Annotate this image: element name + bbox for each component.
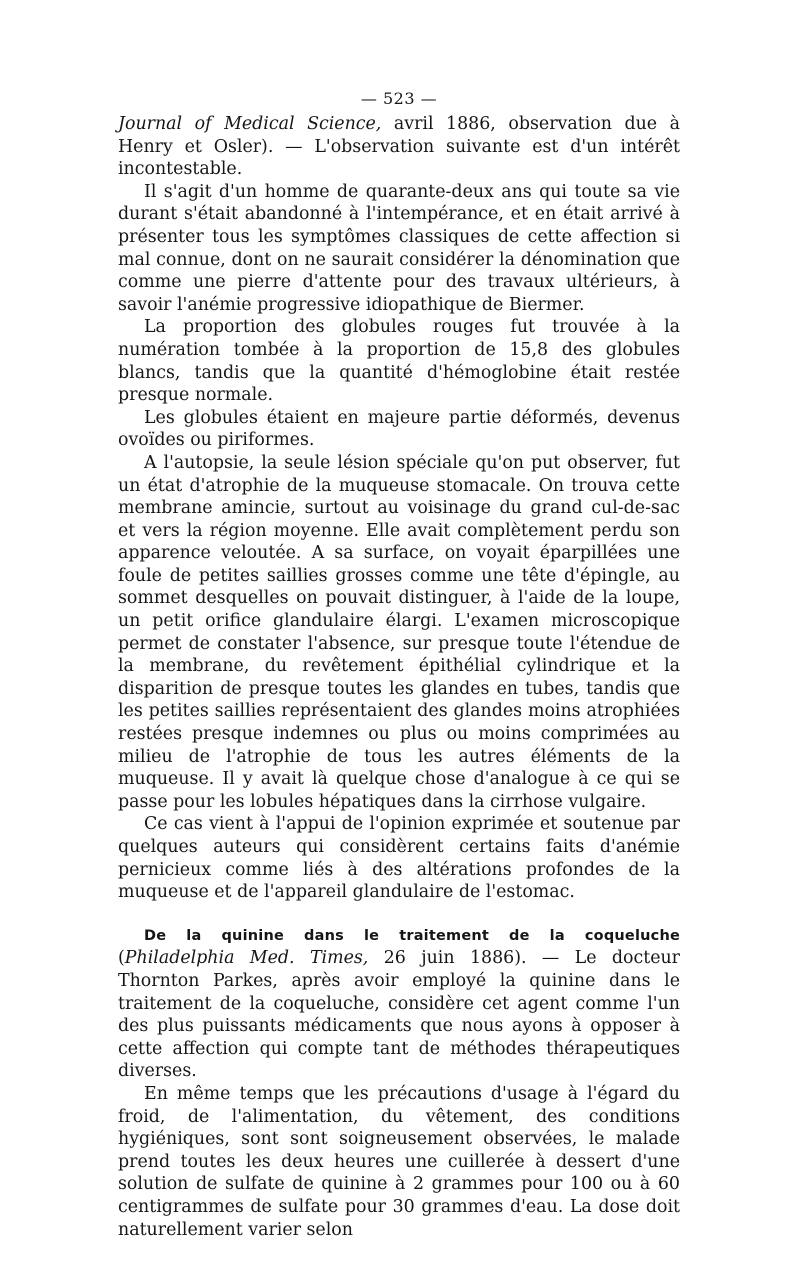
- book-page: [118, 88, 680, 1241]
- article-1-opening-text: avril 1886, observation due à Henry et Osler). — L'observation suivante est d'un intérêt incontestable.: [118, 114, 680, 180]
- section-gap: [118, 904, 680, 924]
- article-1-paragraph-5: Ce cas vient à l'appui de l'opinion exprimée et soutenue par quelques auteurs qui considèrent certains faits d'anémie pernicieux comme liés à des altérations profondes de la muqueuse et de l'appareil glandulaire de l'estomac.: [118, 814, 680, 903]
- article-2-opening-paragraph: [118, 924, 680, 1083]
- article-1-paragraph-4: A l'autopsie, la seule lésion spéciale qu'on put observer, fut un état d'atrophie de la muqueuse stomacale. On trouva cette membrane amincie, surtout au voisinage du grand cul-de-sac et vers la région moyenne. Elle avait complètement perdu son apparence veloutée. A sa surface, on voyait éparpillées une foule de petites saillies grosses comme une tête d'épingle, au sommet desquelles on pouvait distinguer, à l'aide de la loupe, un petit orifice glandulaire élargi. L'examen microscopique permet de constater l'absence, sur presque toute l'étendue de la membrane, du revêtement épithélial cylindrique et la disparition de presque toutes les glandes en tubes, tandis que les petites saillies représentaient des glandes moins atrophiées restées presque indemnes ou plus ou moins comprimées au milieu de l'atrophie de tous les autres éléments de la muqueuse. Il y avait là quelque chose d'analogue à ce qui se passe pour les lobules hépatiques dans la cirrhose vulgaire.: [118, 452, 680, 812]
- article-1-paragraph-2: La proportion des globules rouges fut trouvée à la numération tombée à la proportion de 15,8 des globules blancs, tandis que la quantité d'hémoglobine était restée presque normale.: [118, 317, 680, 406]
- article-2-title: De la quinine dans le traitement de la coqueluche: [144, 927, 680, 944]
- source-journal: Philadelphia Med. Times,: [124, 948, 369, 969]
- page-number: — 523 —: [360, 89, 438, 108]
- source-open-paren: (: [118, 948, 125, 969]
- article-1-paragraph-3: Les globules étaient en majeure partie déformés, devenus ovoïdes ou piriformes.: [118, 407, 680, 451]
- article-1-paragraph-1: Il s'agit d'un homme de quarante-deux ans qui toute sa vie durant s'était abandonné à l'intempérance, et en était arrivé à présenter tous les symptômes classiques de cette affection si mal connue, dont on ne saurait considérer la dénomination que comme une pierre d'attente pour des travaux ultérieurs, à savoir l'anémie progressive idiopathique de Biermer.: [118, 181, 680, 315]
- article-2-opening-text: 26 juin 1886). — Le docteur Thornton Parkes, après avoir employé la quinine dans le traitement de la coqueluche, considère cet agent comme l'un des plus puissants médicaments que nous ayons à opposer à cette affection qui compte tant de méthodes thérapeutiques diverses.: [118, 948, 680, 1082]
- article-1-opening-paragraph: [118, 113, 680, 181]
- journal-citation: Journal of Medical Science,: [118, 114, 382, 134]
- article-2-paragraph-1: En même temps que les précautions d'usage à l'égard du froid, de l'alimentation, du vêtement, des conditions hygiéniques, sont sont soigneusement observées, le malade prend toutes les deux heures une cuillerée à dessert d'une solution de sulfate de quinine à 2 grammes pour 100 ou à 60 centigrammes de sulfate pour 30 grammes d'eau. La dose doit naturellement varier selon: [118, 1083, 680, 1240]
